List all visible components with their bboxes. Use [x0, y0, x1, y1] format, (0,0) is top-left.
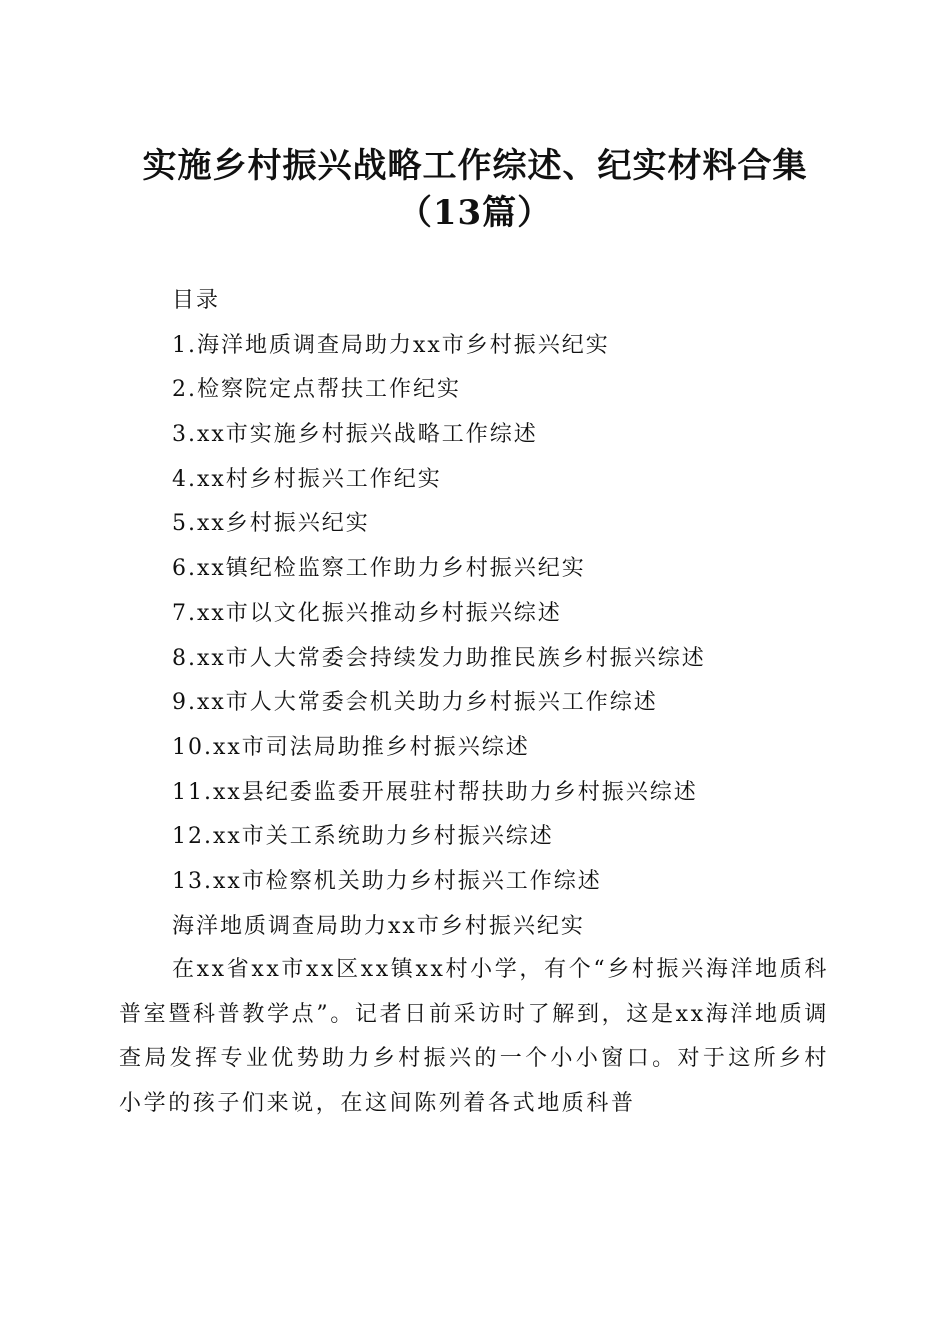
article-paragraph: 在xx省xx市xx区xx镇xx村小学，有个“乡村振兴海洋地质科普室暨科普教学点”。记者日前采访时了解到，这是xx海洋地质调查局发挥专业优势助力乡村振兴的一个小小窗口。对于这所乡村小学的孩子们来说，在这间陈列着各式地质科普: [119, 957, 829, 1116]
toc-item: 12.xx市关工系统助力乡村振兴综述: [172, 824, 554, 850]
toc-item: 11.xx县纪委监委开展驻村帮扶助力乡村振兴综述: [172, 779, 698, 805]
document-title: 实施乡村振兴战略工作综述、纪实材料合集: [142, 146, 808, 186]
toc-item: 9.xx市人大常委会机关助力乡村振兴工作综述: [172, 690, 658, 716]
toc-item: 5.xx乡村振兴纪实: [172, 511, 370, 537]
toc-heading: 目录: [172, 288, 221, 313]
toc-item: 1.海洋地质调查局助力xx市乡村振兴纪实: [172, 332, 610, 358]
toc-item: 6.xx镇纪检监察工作助力乡村振兴纪实: [172, 556, 586, 582]
article-section-title: 海洋地质调查局助力xx市乡村振兴纪实: [172, 913, 585, 939]
toc-item: 13.xx市检察机关助力乡村振兴工作综述: [172, 868, 602, 894]
document-subtitle-count: （13篇）: [397, 193, 553, 233]
toc-item: 7.xx市以文化振兴推动乡村振兴综述: [172, 600, 562, 626]
toc-item: 2.检察院定点帮扶工作纪实: [172, 377, 461, 403]
toc-item: 10.xx市司法局助推乡村振兴综述: [172, 734, 530, 760]
toc-item: 8.xx市人大常委会持续发力助推民族乡村振兴综述: [172, 645, 706, 671]
toc-item: 4.xx村乡村振兴工作纪实: [172, 466, 442, 492]
table-of-contents: [172, 279, 872, 949]
toc-item: 3.xx市实施乡村振兴战略工作综述: [172, 422, 538, 448]
